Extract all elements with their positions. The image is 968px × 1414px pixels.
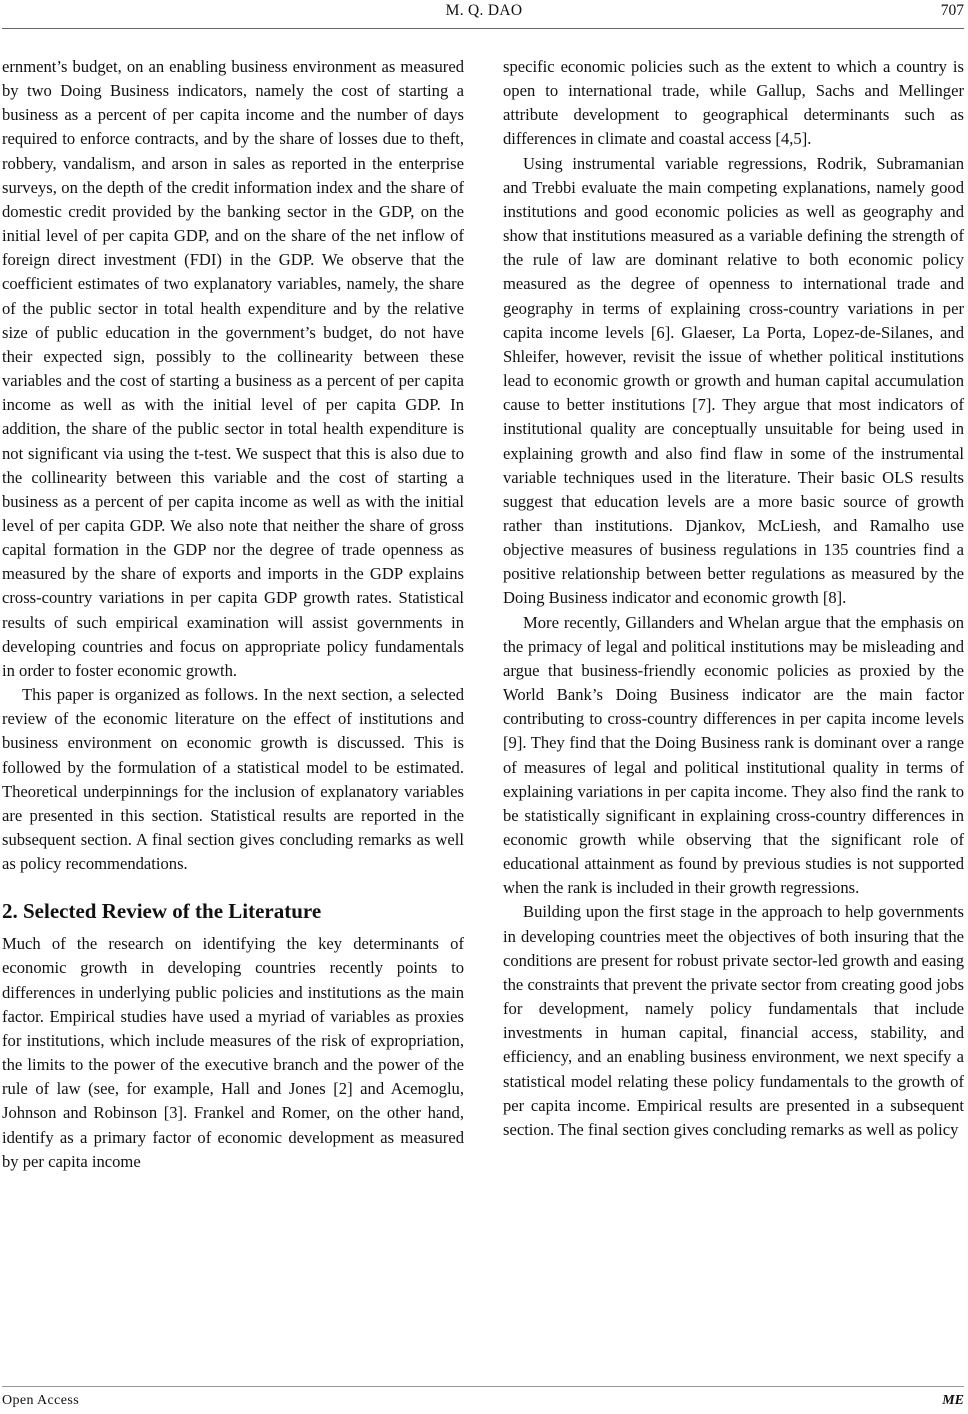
right-column xyxy=(503,55,964,1142)
footer-journal-abbrev: ME xyxy=(942,1393,964,1408)
paragraph: ernment’s budget, on an enabling business environment as measured by two Doing Business indicators, namely the cost of starting a business as a percent of per capita income and the number of days required to enforce contracts, and by the share of losses due to theft, robbery, vandalism, and arson in sales as reported in the enterprise surveys, on the depth of the credit information index and the share of domestic credit provided by the banking sector in the GDP, on the initial level of per capita GDP, and on the share of the net inflow of foreign direct investment (FDI) in the GDP. We observe that the coefficient estimates of two explanatory variables, namely, the share of the public sector in total health expenditure and by the relative size of public education in the government’s budget, do not have their expected sign, possibly to the collinearity between these variables and the cost of starting a business as a percent of per capita income as well as with the initial level of per capita GDP. In addition, the share of the public sector in total health expenditure is not significant via using the t-test. We suspect that this is also due to the collinearity between this variable and the cost of starting a business as a percent of per capita income as well as with the initial level of per capita GDP. We also note that neither the share of gross capital formation in the GDP nor the degree of trade openness as measured by the share of exports and imports in the GDP explains cross-country variations in per capita GDP growth rates. Statistical results of such empirical examination will assist governments in developing countries and focus on appropriate policy fundamentals in order to foster economic growth. xyxy=(2,57,464,680)
paragraph: This paper is organized as follows. In the next section, a selected review of the economic literature on the effect of institutions and business environment on economic growth is discussed. This is followed by the formulation of a statistical model to be estimated. Theoretical underpinnings for the inclusion of explanatory variables are presented in this section. Statistical results are reported in the subsequent section. A final section gives concluding remarks as well as policy recommendations. xyxy=(2,685,464,874)
page-number: 707 xyxy=(940,2,964,19)
header-rule xyxy=(2,28,964,29)
paragraph: Building upon the first stage in the approach to help governments in developing countries meet the objectives of both insuring that the conditions are present for robust private sector-led growth and easing the constraints that prevent the private sector from creating good jobs for development, namely policy fundamentals that include investments in human capital, financial access, stability, and efficiency, and an enabling business environment, we next specify a statistical model relating these policy fundamentals to the growth of per capita income. Empirical results are presented in a subsequent section. The final section gives concluding remarks as well as policy xyxy=(503,902,964,1139)
footer-open-access: Open Access xyxy=(2,1393,80,1408)
section-heading: 2. Selected Review of the Literature xyxy=(2,899,322,924)
running-header-author: M. Q. DAO xyxy=(445,2,523,19)
footer-rule xyxy=(2,1386,964,1387)
paragraph: specific economic policies such as the extent to which a country is open to international trade, while Gallup, Sachs and Mellinger attribute development to geographical determinants such as differences in climate and coastal access [4,5]. xyxy=(503,57,964,149)
paragraph: Much of the research on identifying the key determinants of economic growth in developing countries recently points to differences in underlying public policies and institutions as the main factor. Empirical studies have used a myriad of variables as proxies for institutions, which include measures of the risk of expropriation, the limits to the power of the executive branch and the power of the rule of law (see, for example, Hall and Jones [2] and Acemoglu, Johnson and Robinson [3]. Frankel and Romer, on the other hand, identify as a primary factor of economic development as measured by per capita income xyxy=(2,934,464,1171)
left-column xyxy=(2,55,464,1174)
paragraph: More recently, Gillanders and Whelan argue that the emphasis on the primacy of legal and political institutions may be misleading and argue that business-friendly economic policies as proxied by the World Bank’s Doing Business indicator are the main factor contributing to cross-country differences in per capita income levels [9]. They find that the Doing Business rank is dominant over a range of measures of legal and political institutional quality in terms of explaining variations in per capita income. They also find the rank to be statistically significant in explaining cross-country differences in economic growth while observing that the significant role of educational attainment as found by previous studies is not supported when the rank is included in their growth regressions. xyxy=(503,612,964,898)
paragraph: Using instrumental variable regressions, Rodrik, Subramanian and Trebbi evaluate the main competing explanations, namely good institutions and good economic policies as well as geography and show that institutions measured as a variable defining the strength of the rule of law are dominant relative to both economic policy measured as the degree of openness to international trade and geography in terms of explaining cross-country variations in per capita income levels [6]. Glaeser, La Porta, Lopez-de-Silanes, and Shleifer, however, revisit the issue of whether political institutions lead to economic growth or growth and human capital accumulation cause to better institutions [7]. They argue that most indicators of institutional quality are conceptually unsuitable for being used in explaining growth and also find flaw in some of the instrumental variable techniques used in the literature. Their basic OLS results suggest that education levels are a more basic source of growth rather than institutions. Djankov, McLiesh, and Ramalho use objective measures of business regulations in 135 countries find a positive relationship between better regulations as measured by the Doing Business indicator and economic growth [8]. xyxy=(503,153,964,608)
